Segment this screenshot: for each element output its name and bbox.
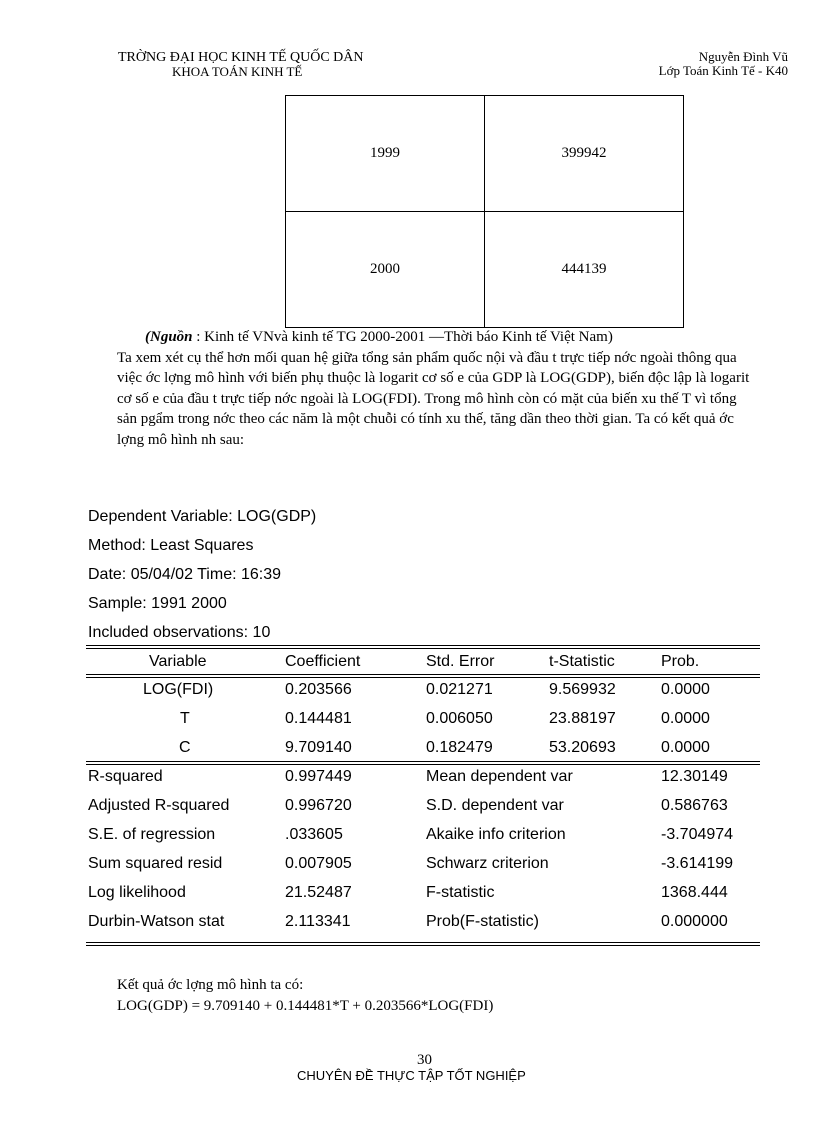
table-row xyxy=(86,675,760,704)
stats-row xyxy=(86,849,760,878)
std-error-value: 0.021271 xyxy=(426,681,493,698)
date-time: Date: 05/04/02 Time: 16:39 xyxy=(88,566,282,583)
prob-value: 0.0000 xyxy=(661,681,710,698)
stat-label: R-squared xyxy=(88,768,163,785)
t-stat-value: 23.88197 xyxy=(549,710,616,727)
col-prob: Prob. xyxy=(661,653,700,670)
paragraph-text: Ta xem xét cụ thể hơn mối quan hệ giữa tổng sản phẩm quốc nội và đầu t trực tiếp nớc ngoài thông qua việc ớc lợng mô hình với biến phụ thuộc là logarit cơ số e của GDP là LOG(GDP), biến độc lập là logarit cơ số e của đầu t trực tiếp nớc ngoài là LOG(FDI). Trong mô hình còn có mặt của biến xu thế T vì tổng sản pgẩm trong nớc theo các năm là một chuỗi có tính xu thế, tăng dần theo thời gian. Ta có kết quả ớc lợng mô hình nh sau: xyxy=(117,349,750,448)
t-stat-value: 9.569932 xyxy=(549,681,616,698)
t-stat-value: 53.20693 xyxy=(549,739,616,756)
gdp-year-table xyxy=(285,95,684,328)
stats-row xyxy=(86,878,760,907)
body-paragraph xyxy=(117,327,757,450)
stat-label: Sum squared resid xyxy=(88,855,223,872)
page-footer: CHUYÊN ĐỀ THỰC TẬP TỐT NGHIỆP xyxy=(297,1068,526,1083)
variable-name: LOG(FDI) xyxy=(143,681,214,698)
sample: Sample: 1991 2000 xyxy=(88,595,227,612)
source-note xyxy=(117,327,757,348)
regression-equation: LOG(GDP) = 9.709140 + 0.144481*T + 0.203566*LOG(FDI) xyxy=(117,998,494,1014)
stats-row xyxy=(86,762,760,791)
prob-value: 0.0000 xyxy=(661,739,710,756)
result-block xyxy=(117,975,493,1017)
method: Method: Least Squares xyxy=(88,537,254,554)
stat-label: Schwarz criterion xyxy=(426,855,549,872)
stat-value: 0.000000 xyxy=(661,913,728,930)
stat-label: S.E. of regression xyxy=(88,826,216,843)
col-std-error: Std. Error xyxy=(426,653,495,670)
stat-label: Akaike info criterion xyxy=(426,826,566,843)
stat-value: 21.52487 xyxy=(285,884,352,901)
stat-value: 12.30149 xyxy=(661,768,728,785)
stat-value: 2.113341 xyxy=(285,913,351,930)
table-row xyxy=(86,733,760,762)
stat-value: 0.586763 xyxy=(661,797,728,814)
std-error-value: 0.006050 xyxy=(426,710,493,727)
stat-value: 0.997449 xyxy=(285,768,352,785)
eviews-meta xyxy=(88,502,316,647)
stat-value: 1368.444 xyxy=(661,884,728,901)
coef-header-row xyxy=(86,647,760,676)
table-row xyxy=(286,212,684,328)
faculty-name: KHOA TOÁN KINH TẾ xyxy=(172,64,303,79)
page-number: 30 xyxy=(417,1052,432,1068)
stat-label: Log likelihood xyxy=(88,884,186,901)
stat-label: Adjusted R-squared xyxy=(88,797,230,814)
included-observations: Included observations: 10 xyxy=(88,624,271,641)
stats-row xyxy=(86,907,760,936)
stat-value: 0.007905 xyxy=(285,855,352,872)
stat-value: -3.704974 xyxy=(661,826,734,843)
coefficient-value: 0.144481 xyxy=(285,710,352,727)
value-cell: 399942 xyxy=(485,96,684,212)
coefficient-value: 9.709140 xyxy=(285,739,352,756)
stat-value: 0.996720 xyxy=(285,797,352,814)
stat-value: .033605 xyxy=(285,826,343,843)
col-coefficient: Coefficient xyxy=(285,653,361,670)
stat-label: Durbin-Watson stat xyxy=(88,913,225,930)
table-bottom-rule xyxy=(86,942,760,946)
year-cell: 1999 xyxy=(286,96,485,212)
col-variable: Variable xyxy=(149,653,207,670)
page-header-right xyxy=(659,50,788,78)
dependent-variable: Dependent Variable: LOG(GDP) xyxy=(88,508,317,525)
result-intro: Kết quả ớc lợng mô hình ta có: xyxy=(117,977,304,993)
source-text: : Kinh tế VNvà kinh tế TG 2000-2001 —Thời báo Kinh tế Việt Nam) xyxy=(192,329,613,345)
stat-label: F-statistic xyxy=(426,884,495,901)
stats-row xyxy=(86,820,760,849)
author-name: Nguyễn Đình Vũ xyxy=(698,49,788,64)
table-row xyxy=(86,704,760,733)
variable-name: C xyxy=(179,739,191,756)
stat-value: -3.614199 xyxy=(661,855,734,872)
stat-label: Mean dependent var xyxy=(426,768,573,785)
prob-value: 0.0000 xyxy=(661,710,710,727)
year-cell: 2000 xyxy=(286,212,485,328)
stat-label: Prob(F-statistic) xyxy=(426,913,539,930)
source-label: (Nguồn xyxy=(145,329,193,345)
variable-name: T xyxy=(180,710,190,727)
class-name: Lớp Toán Kinh Tế - K40 xyxy=(658,63,788,78)
school-name: TRỜNG ĐẠI HỌC KINH TẾ QUỐC DÂN xyxy=(118,50,364,65)
std-error-value: 0.182479 xyxy=(426,739,493,756)
coefficient-value: 0.203566 xyxy=(285,681,352,698)
table-row xyxy=(286,96,684,212)
page-header-left xyxy=(118,50,364,79)
stat-label: S.D. dependent var xyxy=(426,797,564,814)
value-cell: 444139 xyxy=(485,212,684,328)
stats-row xyxy=(86,791,760,820)
col-t-statistic: t-Statistic xyxy=(549,653,615,670)
